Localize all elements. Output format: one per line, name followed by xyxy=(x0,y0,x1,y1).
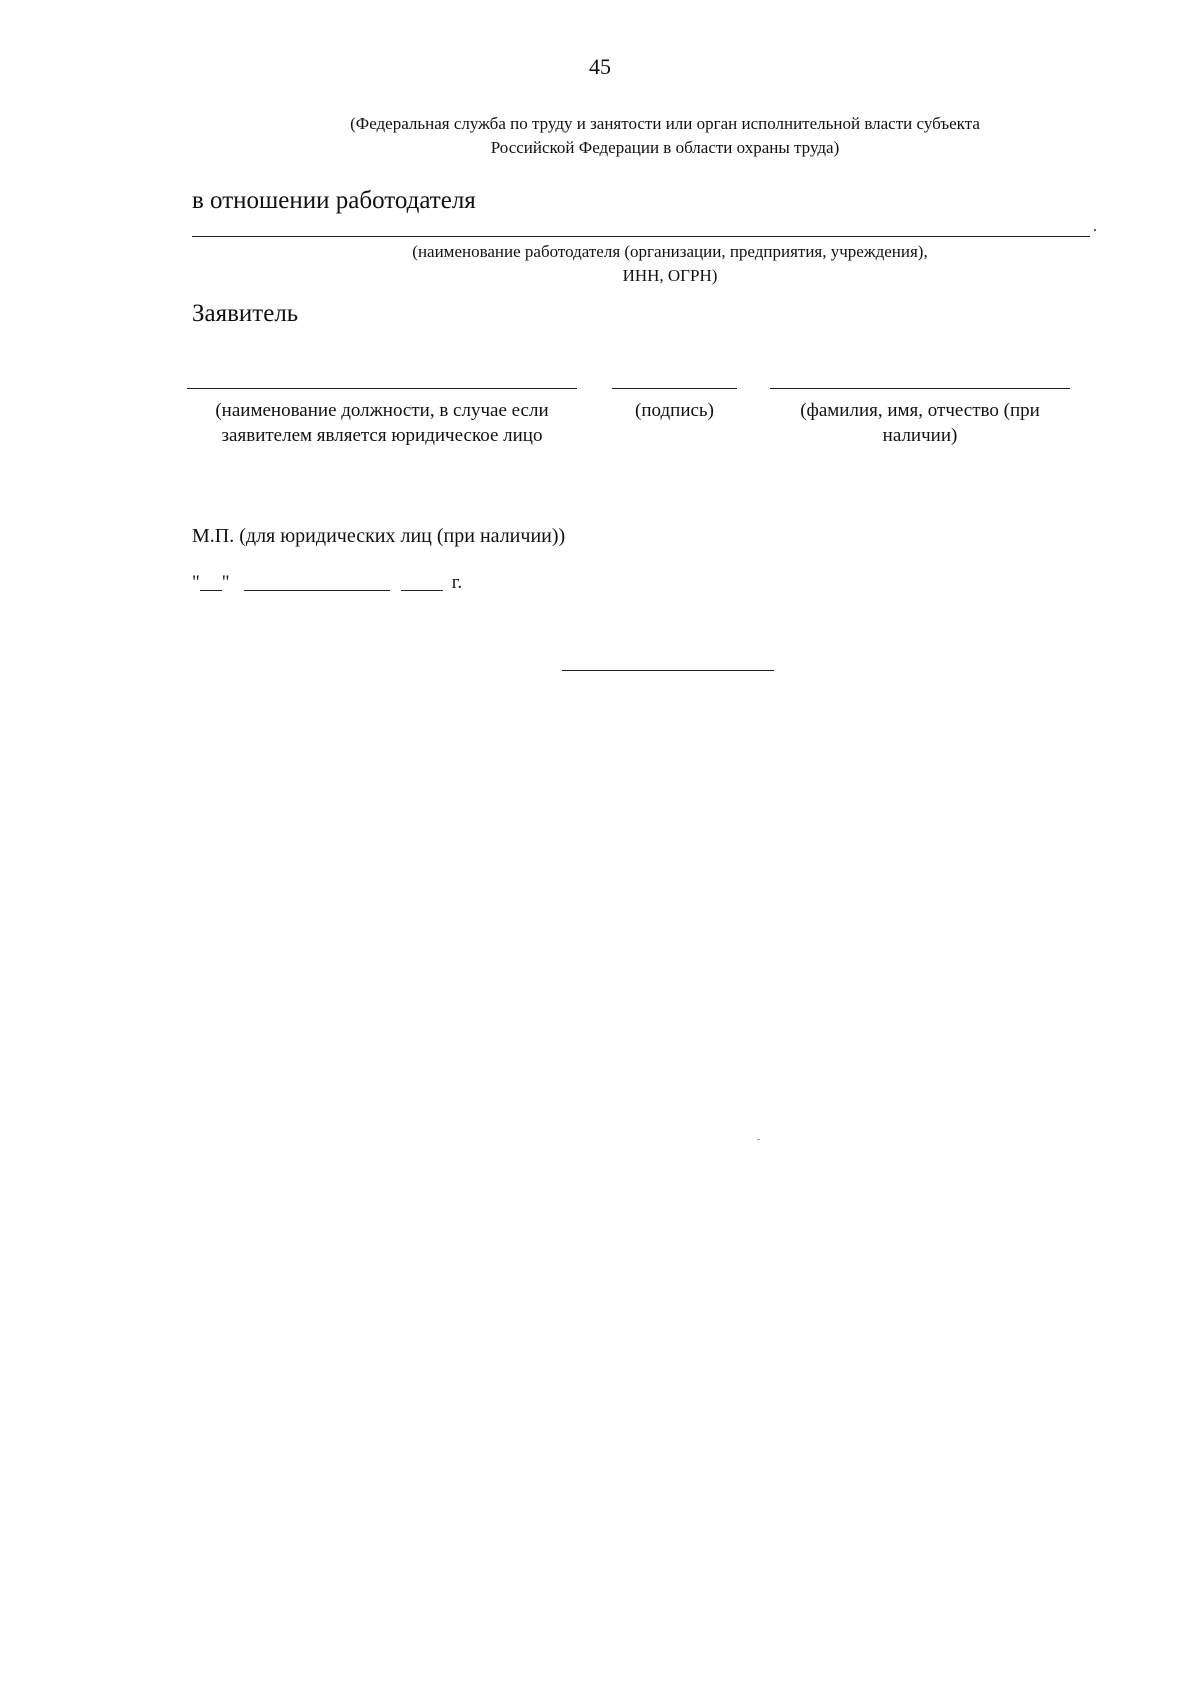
end-rule xyxy=(562,670,774,671)
employer-name-line[interactable] xyxy=(192,236,1090,237)
employer-caption-line-2: ИНН, ОГРН) xyxy=(622,266,718,285)
year-field[interactable] xyxy=(401,590,443,591)
date-open-quote: " xyxy=(192,572,200,593)
employer-trailing-dot: . xyxy=(1093,218,1097,235)
employer-caption-line-1: (наименование работодателя (организации, предприятия, учреждения), xyxy=(412,242,928,261)
signature-line[interactable] xyxy=(612,388,737,389)
position-line[interactable] xyxy=(187,388,577,389)
employer-caption xyxy=(340,240,1000,288)
fullname-line[interactable] xyxy=(770,388,1070,389)
employer-heading: в отношении работодателя xyxy=(192,187,476,214)
page-number: 45 xyxy=(589,54,611,79)
date-row xyxy=(192,572,462,594)
applicant-label: Заявитель xyxy=(192,300,299,327)
position-caption: (наименование должности, в случае если заявителем является юридическое лицо xyxy=(215,400,549,446)
date-close-quote: " xyxy=(221,572,230,593)
fullname-caption: (фамилия, имя, отчество (при наличии) xyxy=(800,400,1040,446)
seal-label: М.П. (для юридических лиц (при наличии)) xyxy=(192,525,566,547)
binding-hole-icon xyxy=(50,608,84,642)
binding-hole-icon xyxy=(50,1072,84,1106)
month-field[interactable] xyxy=(244,590,390,591)
signature-caption: (подпись) xyxy=(635,400,714,421)
day-field[interactable] xyxy=(200,590,222,591)
authority-caption: (Федеральная служба по труду и занятости или орган исполнительной власти субъекта Российской Федерации в области охраны труда) xyxy=(350,114,980,157)
scan-speck xyxy=(757,1139,760,1140)
year-suffix: г. xyxy=(451,572,463,593)
